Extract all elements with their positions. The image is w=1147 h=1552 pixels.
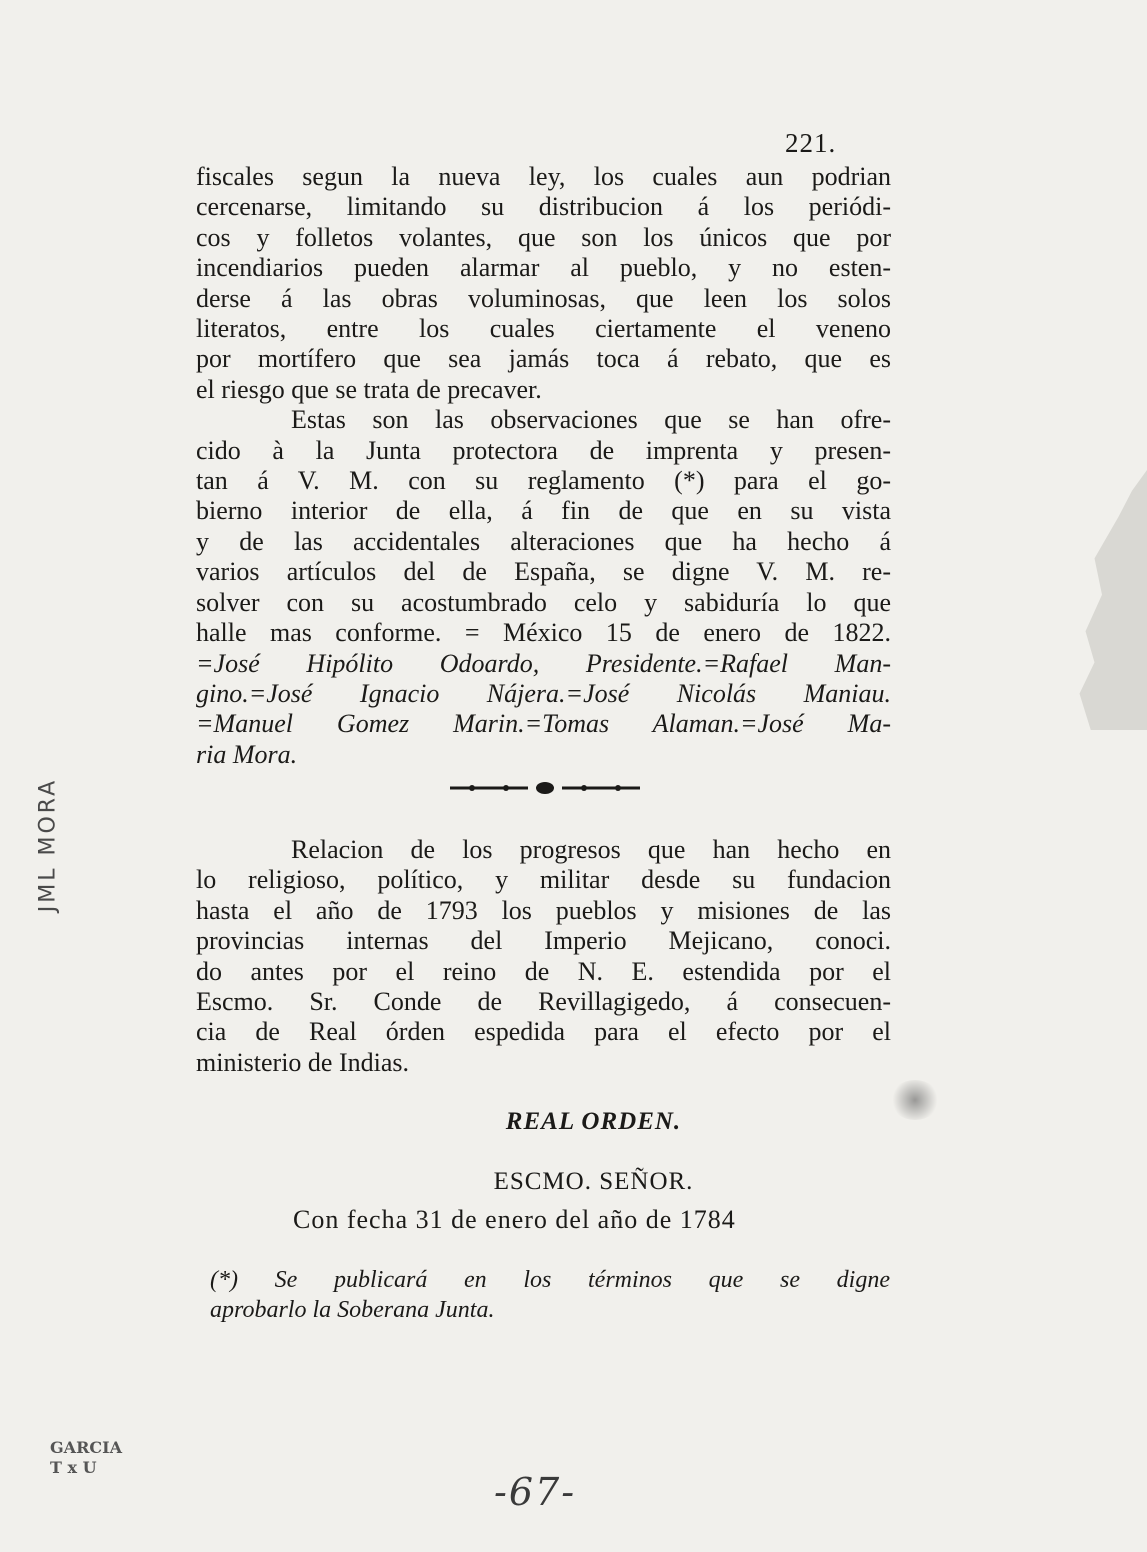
margin-stamp-text: JML MORA xyxy=(35,777,61,913)
text-line: Relacion de los progresos que han hecho en xyxy=(291,835,891,864)
signature-line: gino.=José Ignacio Nájera.=José Nicolás Maniau. xyxy=(196,678,891,708)
main-text-block xyxy=(196,162,891,770)
signature-line: =Manuel Gomez Marin.=Tomas Alaman.=José Ma- xyxy=(196,709,891,739)
text-line: do antes por el reino de N. E. estendida por el xyxy=(196,956,891,986)
text-line: bierno interior de ella, á fin de que en su vista xyxy=(196,496,891,526)
handwritten-page-number: -67- xyxy=(494,1470,577,1514)
text-line: provincias internas del Imperio Mejicano, conoci. xyxy=(196,926,891,956)
text-line: tan á V. M. con su reglamento (*) para el go- xyxy=(196,466,891,496)
signature-line: ria Mora. xyxy=(196,739,298,769)
text-line: ministerio de Indias. xyxy=(196,1047,410,1077)
text-line: y de las accidentales alteraciones que ha hecho á xyxy=(196,526,891,556)
text-line: incendiarios pueden alarmar al pueblo, y no esten- xyxy=(196,253,891,283)
text-line: cia de Real órden espedida para el efecto por el xyxy=(196,1017,891,1047)
text-line: lo religioso, político, y militar desde su fundacion xyxy=(196,865,891,895)
text-line: solver con su acostumbrado celo y sabiduría lo que xyxy=(196,587,891,617)
text-line: halle mas conforme. = México 15 de enero de 1822. xyxy=(196,618,891,648)
real-orden-heading: REAL ORDEN. xyxy=(505,1108,682,1135)
text-line: cos y folletos volantes, que son los únicos que por xyxy=(196,222,891,252)
text-line: el riesgo que se trata de precaver. xyxy=(196,374,542,404)
text-line: hasta el año de 1793 los pueblos y misiones de las xyxy=(196,895,891,925)
text-line: por mortífero que sea jamás toca á rebato, que es xyxy=(196,344,891,374)
margin-stamp xyxy=(28,750,68,940)
text-line: Escmo. Sr. Conde de Revillagigedo, á consecuen- xyxy=(196,987,891,1017)
text-line: cercenarse, limitando su distribucion á los periódi- xyxy=(196,192,891,222)
text-line: varios artículos del de España, se digne V. M. re- xyxy=(196,557,891,587)
footnote xyxy=(210,1265,890,1325)
library-mark-line: GARCIA xyxy=(50,1438,123,1457)
library-mark xyxy=(50,1438,122,1478)
signature-line: =José Hipólito Odoardo, Presidente.=Rafael Man- xyxy=(196,648,891,678)
footnote-line: aprobarlo la Soberana Junta. xyxy=(210,1297,495,1323)
ornament-divider xyxy=(450,780,640,796)
escmo-senor-heading: ESCMO. SEÑOR. xyxy=(493,1168,694,1195)
text-line: derse á las obras voluminosas, que leen los solos xyxy=(196,283,891,313)
footnote-line: (*) Se publicará en los términos que se digne xyxy=(210,1267,890,1293)
library-mark-line: T x U xyxy=(50,1458,97,1477)
text-line: literatos, entre los cuales ciertamente el veneno xyxy=(196,314,891,344)
opening-line: Con fecha 31 de enero del año de 1784 xyxy=(293,1205,736,1234)
relacion-section xyxy=(196,835,891,1078)
text-line: cido à la Junta protectora de imprenta y presen- xyxy=(196,435,891,465)
page-number: 221. xyxy=(785,128,837,158)
text-line: fiscales segun la nueva ley, los cuales aun podrian xyxy=(196,162,891,191)
text-line: Estas son las observaciones que se han ofre- xyxy=(291,405,891,435)
torn-page-edge xyxy=(1072,470,1147,730)
